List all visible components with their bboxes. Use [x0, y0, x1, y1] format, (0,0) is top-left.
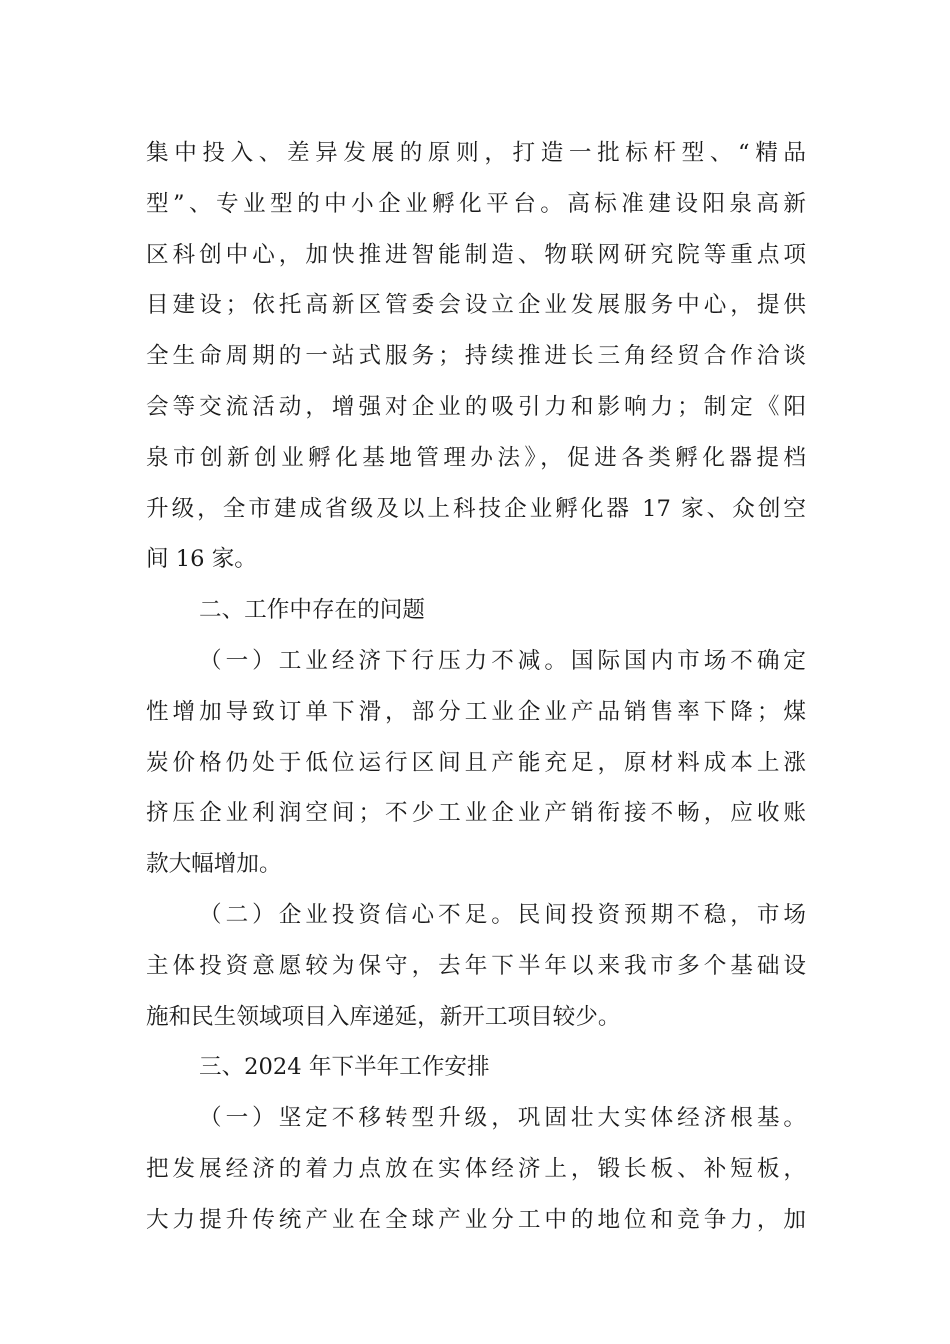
section-heading: 二、工作中存在的问题	[199, 597, 425, 624]
text-line: 大力提升传统产业在全球产业分工中的地位和竞争力，加	[146, 1206, 806, 1233]
paragraph-first-line: （二）企业投资信心不足。民间投资预期不稳，市场	[199, 901, 806, 928]
text-line: 全生命周期的一站式服务；持续推进长三角经贸合作洽谈	[146, 343, 806, 370]
paragraph-first-line: （一）工业经济下行压力不减。国际国内市场不确定	[199, 647, 806, 674]
paragraph-first-line: （一）坚定不移转型升级，巩固壮大实体经济根基。	[199, 1105, 806, 1132]
document-body	[146, 128, 806, 1246]
text-line: 挤压企业利润空间；不少工业企业产销衔接不畅，应收账	[146, 800, 806, 827]
text-line: 泉市创新创业孵化基地管理办法》，促进各类孵化器提档	[146, 444, 806, 471]
text-line: 区科创中心，加快推进智能制造、物联网研究院等重点项	[146, 241, 806, 268]
text-line: 施和民生领域项目入库递延，新开工项目较少。	[146, 1003, 621, 1030]
text-line: 会等交流活动，增强对企业的吸引力和影响力；制定《阳	[146, 393, 806, 420]
text-line: 款大幅增加。	[146, 851, 282, 878]
text-line: 把发展经济的着力点放在实体经济上，锻长板、补短板，	[146, 1155, 806, 1182]
text-line: 目建设；依托高新区管委会设立企业发展服务中心，提供	[146, 292, 806, 319]
text-line: 集中投入、差异发展的原则，打造一批标杆型、“精品	[146, 140, 806, 166]
section-heading: 三、2024 年下半年工作安排	[199, 1054, 490, 1081]
text-line: 升级，全市建成省级及以上科技企业孵化器 17 家、众创空	[146, 495, 806, 522]
text-line: 主体投资意愿较为保守，去年下半年以来我市多个基础设	[146, 952, 806, 979]
text-line: 炭价格仍处于低位运行区间且产能充足，原材料成本上涨	[146, 749, 806, 776]
text-line: 型”、专业型的中小企业孵化平台。高标准建设阳泉高新	[146, 190, 806, 217]
text-line: 性增加导致订单下滑，部分工业企业产品销售率下降；煤	[146, 698, 806, 725]
text-line: 间 16 家。	[146, 546, 257, 573]
